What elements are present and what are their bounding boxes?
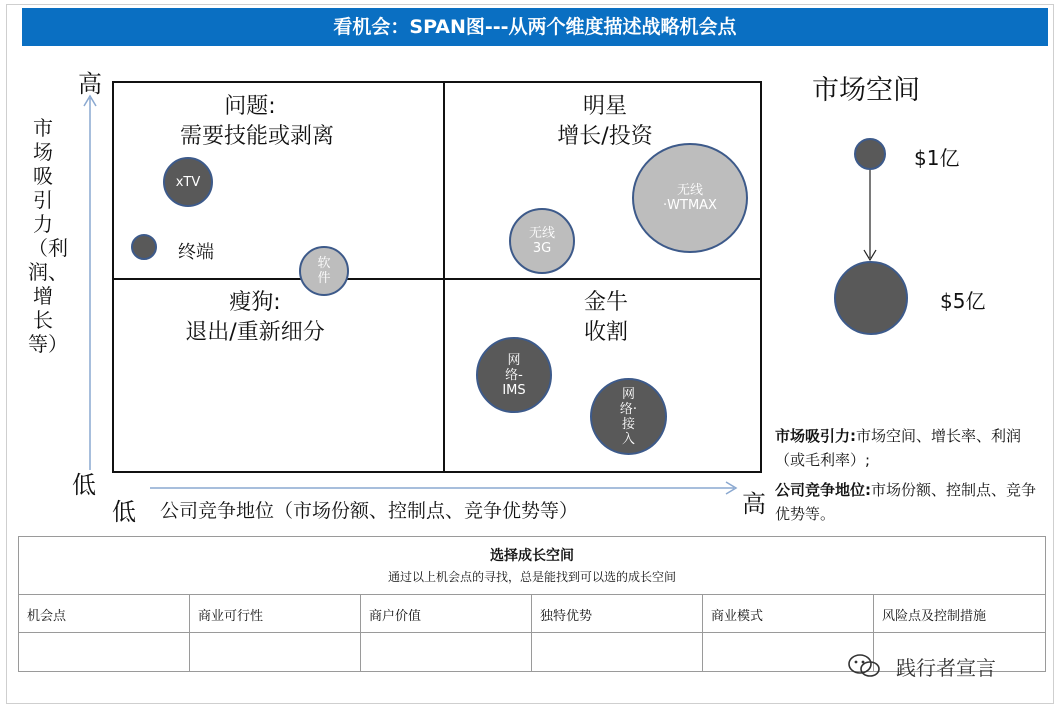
wechat-icon [846, 652, 894, 680]
bubble-software: 软件 [299, 246, 349, 296]
table-body-cell[interactable] [532, 633, 703, 672]
note-attractiveness-term: 市场吸引力: [775, 427, 856, 445]
legend-small-label: $1亿 [914, 146, 960, 170]
bubble-network-access: 网络·接入 [590, 378, 667, 455]
table-body-cell[interactable] [190, 633, 361, 672]
x-axis-label: 公司竞争地位（市场份额、控制点、竞争优势等） [160, 500, 579, 522]
x-axis-high-label: 高 [742, 490, 766, 518]
table-header-cell: 独特优势 [532, 595, 703, 633]
y-axis-low-label: 低 [72, 471, 96, 499]
y-axis-label: 市场吸引力（利润、增长等） [28, 116, 68, 356]
table-body-cell[interactable] [19, 633, 190, 672]
quadrant-question [180, 92, 335, 152]
note-position-term: 公司竞争地位: [775, 481, 871, 499]
bubble-terminal [131, 234, 157, 260]
bubble-xtv: xTV [163, 157, 213, 207]
quadrant-cow [536, 288, 676, 348]
note-position [775, 478, 1045, 526]
bubble-terminal-label: 终端 [178, 242, 214, 263]
quadrant-dog [185, 288, 325, 348]
table-header-cell: 商业可行性 [190, 595, 361, 633]
quadrant-cow-name: 金牛 [583, 290, 628, 315]
legend-large-label: $5亿 [940, 289, 986, 313]
quadrant-star-action: 增长/投资 [557, 124, 653, 149]
quadrant-cow-action: 收割 [583, 320, 628, 345]
bubble-wireless-3g: 无线3G [509, 208, 575, 274]
y-axis-high-label: 高 [78, 70, 102, 98]
table-header-cell: 机会点 [19, 595, 190, 633]
quadrant-star [535, 92, 675, 152]
note-attractiveness-desc: 市场空间、增长率、利润（或毛利率）; [775, 427, 1022, 469]
note-position-desc: 市场份额、控制点、竞争优势等。 [775, 481, 1037, 523]
quadrant-question-action: 需要技能或剥离 [180, 124, 335, 149]
matrix-horizontal-divider [114, 278, 760, 280]
legend-title: 市场空间 [812, 75, 920, 106]
bubble-network-ims: 网络-IMS [476, 337, 552, 413]
quadrant-dog-name: 瘦狗: [229, 290, 281, 315]
note-attractiveness [775, 424, 1040, 472]
table-subtitle: 通过以上机会点的寻找，总是能找到可以选的成长空间 [387, 570, 676, 584]
table-header-cell: 商户价值 [361, 595, 532, 633]
table-body-cell[interactable] [361, 633, 532, 672]
table-header-row [19, 594, 1045, 633]
table-header-cell: 风险点及控制措施 [882, 609, 987, 624]
page-title: 看机会：SPAN图---从两个维度描述战略机会点 [22, 8, 1048, 46]
legend-small-bubble [854, 138, 886, 170]
quadrant-star-name: 明星 [582, 94, 627, 119]
matrix-vertical-divider [443, 83, 445, 471]
table-header-cell: 商业模式 [703, 595, 874, 633]
legend-large-bubble [834, 261, 908, 335]
quadrant-dog-action: 退出/重新细分 [185, 320, 325, 345]
watermark-text: 践行者宣言 [896, 656, 996, 680]
table-title: 选择成长空间 [490, 548, 574, 564]
bubble-wireless-wtmax: 无线·WTMAX [632, 143, 748, 253]
quadrant-question-name: 问题: [224, 94, 276, 119]
x-axis-low-label: 低 [112, 498, 136, 526]
